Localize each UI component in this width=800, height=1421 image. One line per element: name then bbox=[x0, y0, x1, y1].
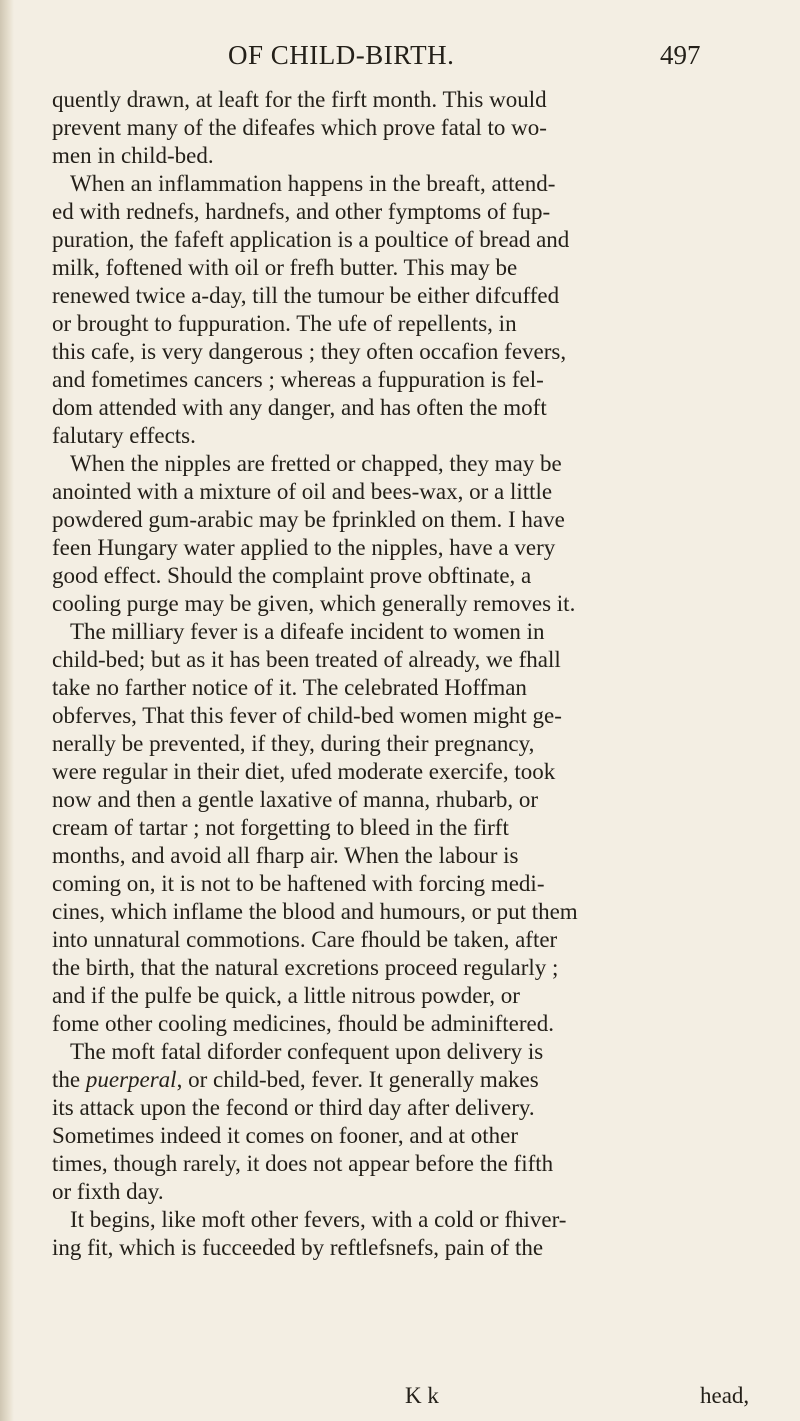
text-line: this cafe, is very dangerous ; they often occafion fevers, bbox=[52, 339, 567, 364]
text-line: The milliary fever is a difeafe incident to women in bbox=[70, 619, 545, 644]
text-line: anointed with a mixture of oil and bees-wax, or a little bbox=[52, 479, 553, 504]
text-line: The moft fatal diforder confequent upon delivery is bbox=[70, 1039, 544, 1064]
text-line: and if the pulfe be quick, a little nitrous powder, or bbox=[52, 983, 520, 1008]
text-line: cooling purge may be given, which generally removes it. bbox=[52, 591, 576, 616]
text-line: falutary effects. bbox=[52, 423, 196, 448]
text-line: the puerperal, or child-bed, fever. It generally makes bbox=[52, 1067, 539, 1092]
page-gutter-shadow bbox=[0, 0, 14, 1421]
text-line: good effect. Should the complaint prove obftinate, a bbox=[52, 563, 532, 588]
text-line: ing fit, which is fucceeded by reftlefsnefs, pain of the bbox=[52, 1235, 544, 1260]
text-line: When an inflammation happens in the breaft, attend- bbox=[70, 171, 556, 196]
text-line: renewed twice a-day, till the tumour be either difcuffed bbox=[52, 283, 560, 308]
text-line: prevent many of the difeafes which prove fatal to wo- bbox=[52, 115, 547, 140]
signature-mark: K k bbox=[405, 1383, 439, 1408]
text-line: coming on, it is not to be haftened with forcing medi- bbox=[52, 871, 545, 896]
text-line: and fometimes cancers ; whereas a fuppuration is fel- bbox=[52, 367, 544, 392]
text-line: into unnatural commotions. Care fhould be taken, after bbox=[52, 927, 558, 952]
text-line: were regular in their diet, ufed moderate exercife, took bbox=[52, 759, 556, 784]
text-line: now and then a gentle laxative of manna, rhubarb, or bbox=[52, 787, 539, 812]
text-line: powdered gum-arabic may be fprinkled on them. I have bbox=[52, 507, 565, 532]
text-line: Sometimes indeed it comes on fooner, and at other bbox=[52, 1123, 518, 1148]
text-line: months, and avoid all fharp air. When the labour is bbox=[52, 843, 519, 868]
running-head: OF CHILD-BIRTH. bbox=[228, 40, 455, 70]
text-line: cines, which inflame the blood and humours, or put them bbox=[52, 899, 578, 924]
catchword: head, bbox=[700, 1383, 750, 1408]
text-line: feen Hungary water applied to the nipples, have a very bbox=[52, 535, 556, 560]
text-line: dom attended with any danger, and has often the moft bbox=[52, 395, 547, 420]
text-line: take no farther notice of it. The celebrated Hoffman bbox=[52, 675, 527, 700]
text-line: fome other cooling medicines, fhould be adminiftered. bbox=[52, 1011, 555, 1036]
page-number: 497 bbox=[660, 40, 701, 70]
text-line: ed with rednefs, hardnefs, and other fymptoms of fup- bbox=[52, 199, 551, 224]
text-line: puration, the fafeft application is a poultice of bread and bbox=[52, 227, 570, 252]
text-line: child-bed; but as it has been treated of already, we fhall bbox=[52, 647, 561, 672]
text-line: When the nipples are fretted or chapped, they may be bbox=[70, 451, 562, 476]
text-line: cream of tartar ; not forgetting to bleed in the firft bbox=[52, 815, 509, 840]
page-header bbox=[0, 40, 800, 80]
text-line: milk, foftened with oil or frefh butter. This may be bbox=[52, 255, 518, 280]
text-line: or fixth day. bbox=[52, 1179, 164, 1204]
text-line: or brought to fuppuration. The ufe of repellents, in bbox=[52, 311, 517, 336]
text-line: the birth, that the natural excretions proceed regularly ; bbox=[52, 955, 559, 980]
text-line: men in child-bed. bbox=[52, 143, 214, 168]
text-line: obferves, That this fever of child-bed women might ge- bbox=[52, 703, 562, 728]
text-line: nerally be prevented, if they, during their pregnancy, bbox=[52, 731, 535, 756]
text-line: quently drawn, at leaft for the firft month. This would bbox=[52, 87, 547, 112]
text-line: its attack upon the fecond or third day after delivery. bbox=[52, 1095, 535, 1120]
text-line: It begins, like moft other fevers, with a cold or fhiver- bbox=[70, 1207, 567, 1232]
page-footer bbox=[0, 1383, 800, 1413]
text-line: times, though rarely, it does not appear before the fifth bbox=[52, 1151, 554, 1176]
